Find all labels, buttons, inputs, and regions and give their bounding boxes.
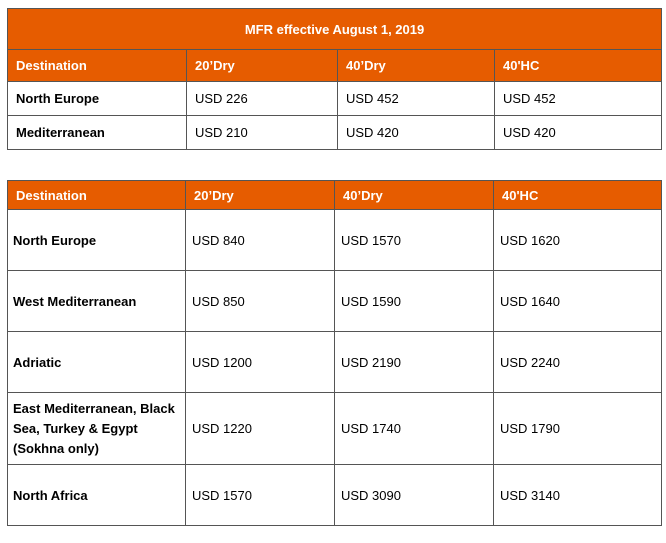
rate-cell: USD 1570 [186, 465, 335, 526]
rate-cell: USD 1200 [186, 332, 335, 393]
table-row [8, 82, 662, 116]
header-40-dry: 40’Dry [338, 50, 495, 82]
rate-cell: USD 3140 [494, 465, 662, 526]
destination-cell: West Mediterranean [8, 271, 186, 332]
rate-cell: USD 2240 [494, 332, 662, 393]
destination-cell: East Mediterranean, Black Sea, Turkey & Egypt (Sokhna only) [8, 393, 186, 465]
table-header-row [8, 181, 662, 210]
table-header-row [8, 50, 662, 82]
header-destination: Destination [8, 181, 186, 210]
rate-cell: USD 1640 [494, 271, 662, 332]
table-row [8, 393, 662, 465]
mfr-rates-table [7, 8, 662, 150]
header-40-hc: 40'HC [495, 50, 662, 82]
header-40-hc: 40'HC [494, 181, 662, 210]
table-row [8, 210, 662, 271]
rate-cell: USD 3090 [335, 465, 494, 526]
header-20-dry: 20’Dry [187, 50, 338, 82]
destination-rates-table [7, 180, 662, 526]
rate-cell: USD 1220 [186, 393, 335, 465]
rate-cell: USD 2190 [335, 332, 494, 393]
rate-cell: USD 1620 [494, 210, 662, 271]
table-row [8, 332, 662, 393]
destination-cell: Adriatic [8, 332, 186, 393]
rate-cell: USD 226 [187, 82, 338, 116]
destination-cell: North Africa [8, 465, 186, 526]
header-destination: Destination [8, 50, 187, 82]
destination-cell: North Europe [8, 82, 187, 116]
table-row [8, 116, 662, 150]
table-title-row [8, 9, 662, 50]
destination-cell: North Europe [8, 210, 186, 271]
rate-cell: USD 420 [338, 116, 495, 150]
header-40-dry: 40’Dry [335, 181, 494, 210]
rate-cell: USD 840 [186, 210, 335, 271]
table-row [8, 271, 662, 332]
rate-cell: USD 210 [187, 116, 338, 150]
rate-cell: USD 452 [338, 82, 495, 116]
rate-cell: USD 452 [495, 82, 662, 116]
rate-cell: USD 850 [186, 271, 335, 332]
rate-cell: USD 1590 [335, 271, 494, 332]
header-20-dry: 20’Dry [186, 181, 335, 210]
destination-cell: Mediterranean [8, 116, 187, 150]
rate-cell: USD 1790 [494, 393, 662, 465]
table-row [8, 465, 662, 526]
rate-cell: USD 420 [495, 116, 662, 150]
rate-cell: USD 1570 [335, 210, 494, 271]
rate-cell: USD 1740 [335, 393, 494, 465]
table-title: MFR effective August 1, 2019 [8, 9, 662, 50]
